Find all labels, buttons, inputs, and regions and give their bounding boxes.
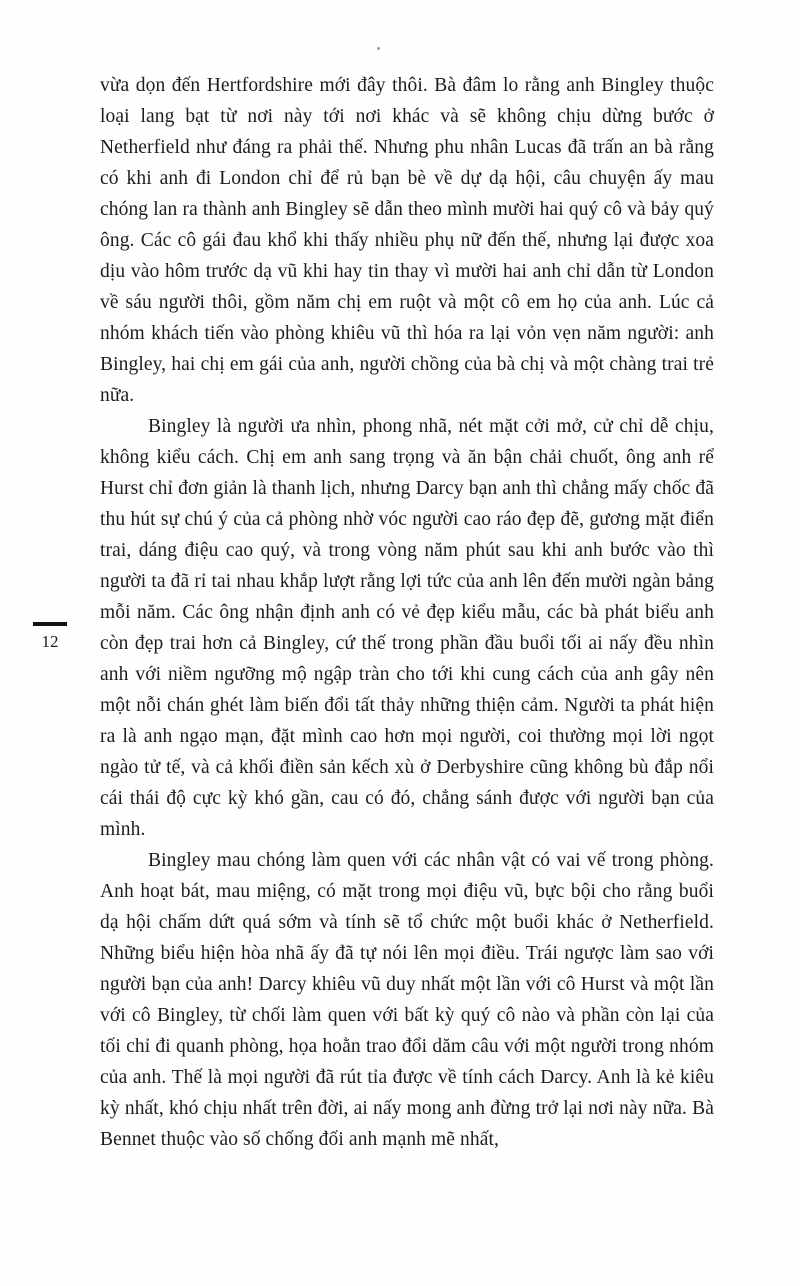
- paragraph: vừa dọn đến Hertfordshire mới đây thôi. Bà đâm lo rằng anh Bingley thuộc loại lang bạt từ nơi này tới nơi khác và sẽ không chịu dừng bước ở Netherfield như đáng ra phải thế. Nhưng phu nhân Lucas đã trấn an bà rằng có khi anh đi London chỉ để rủ bạn bè về dự dạ hội, câu chuyện ấy mau chóng lan ra thành anh Bingley sẽ dẫn theo mình mười hai quý cô và bảy quý ông. Các cô gái đau khổ khi thấy nhiều phụ nữ đến thế, nhưng lại được xoa dịu vào hôm trước dạ vũ khi hay tin thay vì mười hai anh chỉ dẫn từ London về sáu người thôi, gồm năm chị em ruột và một cô em họ của anh. Lúc cả nhóm khách tiến vào phòng khiêu vũ thì hóa ra lại vỏn vẹn năm người: anh Bingley, hai chị em gái của anh, người chồng của bà chị và một chàng trai trẻ nữa.: [100, 75, 714, 406]
- print-artifact-dot: [377, 47, 380, 50]
- page-number-rule: [33, 622, 67, 626]
- page-number-block: [30, 622, 70, 652]
- page-number: 12: [41, 632, 59, 651]
- paragraph: Bingley mau chóng làm quen với các nhân vật có vai vế trong phòng. Anh hoạt bát, mau miệng, có mặt trong mọi điệu vũ, bực bội cho rằng buổi dạ hội chấm dứt quá sớm và tính sẽ tổ chức một buổi khác ở Netherfield. Những biểu hiện hòa nhã ấy đã tự nói lên mọi điều. Trái ngược làm sao với người bạn của anh! Darcy khiêu vũ duy nhất một lần với cô Hurst và một lần với cô Bingley, từ chối làm quen với bất kỳ quý cô nào và phần còn lại của tối chỉ đi quanh phòng, họa hoằn trao đổi dăm câu với một người trong nhóm của anh. Thế là mọi người đã rút tỉa được về tính cách Darcy. Anh là kẻ kiêu kỳ nhất, khó chịu nhất trên đời, ai nấy mong anh đừng trở lại nơi này nữa. Bà Bennet thuộc vào số chống đối anh mạnh mẽ nhất,: [100, 850, 714, 1150]
- paragraph: Bingley là người ưa nhìn, phong nhã, nét mặt cởi mở, cử chỉ dễ chịu, không kiểu cách. Chị em anh sang trọng và ăn bận chải chuốt, ông anh rể Hurst chỉ đơn giản là thanh lịch, nhưng Darcy bạn anh thì chẳng mấy chốc đã thu hút sự chú ý của cả phòng nhờ vóc người cao ráo đẹp đẽ, gương mặt điển trai, dáng điệu cao quý, và trong vòng năm phút sau khi anh bước vào thì người ta đã rỉ tai nhau khắp lượt rằng lợi tức của anh lên đến mười ngàn bảng mỗi năm. Các ông nhận định anh có vẻ đẹp kiểu mẫu, các bà phát biểu anh còn đẹp trai hơn cả Bingley, cứ thế trong phần đầu buổi tối ai nấy đều nhìn anh với niềm ngưỡng mộ ngập tràn cho tới khi cung cách của anh gây nên một nỗi chán ghét làm biến đổi tất thảy những thiện cảm. Người ta phát hiện ra là anh ngạo mạn, đặt mình cao hơn mọi người, coi thường mọi lời ngọt ngào tử tế, và cả khối điền sản kếch xù ở Derbyshire cũng không bù đắp nổi cái thái độ cực kỳ khó gần, cau có đó, chẳng sánh được với người bạn của mình.: [100, 416, 714, 840]
- text-block: [100, 70, 714, 1155]
